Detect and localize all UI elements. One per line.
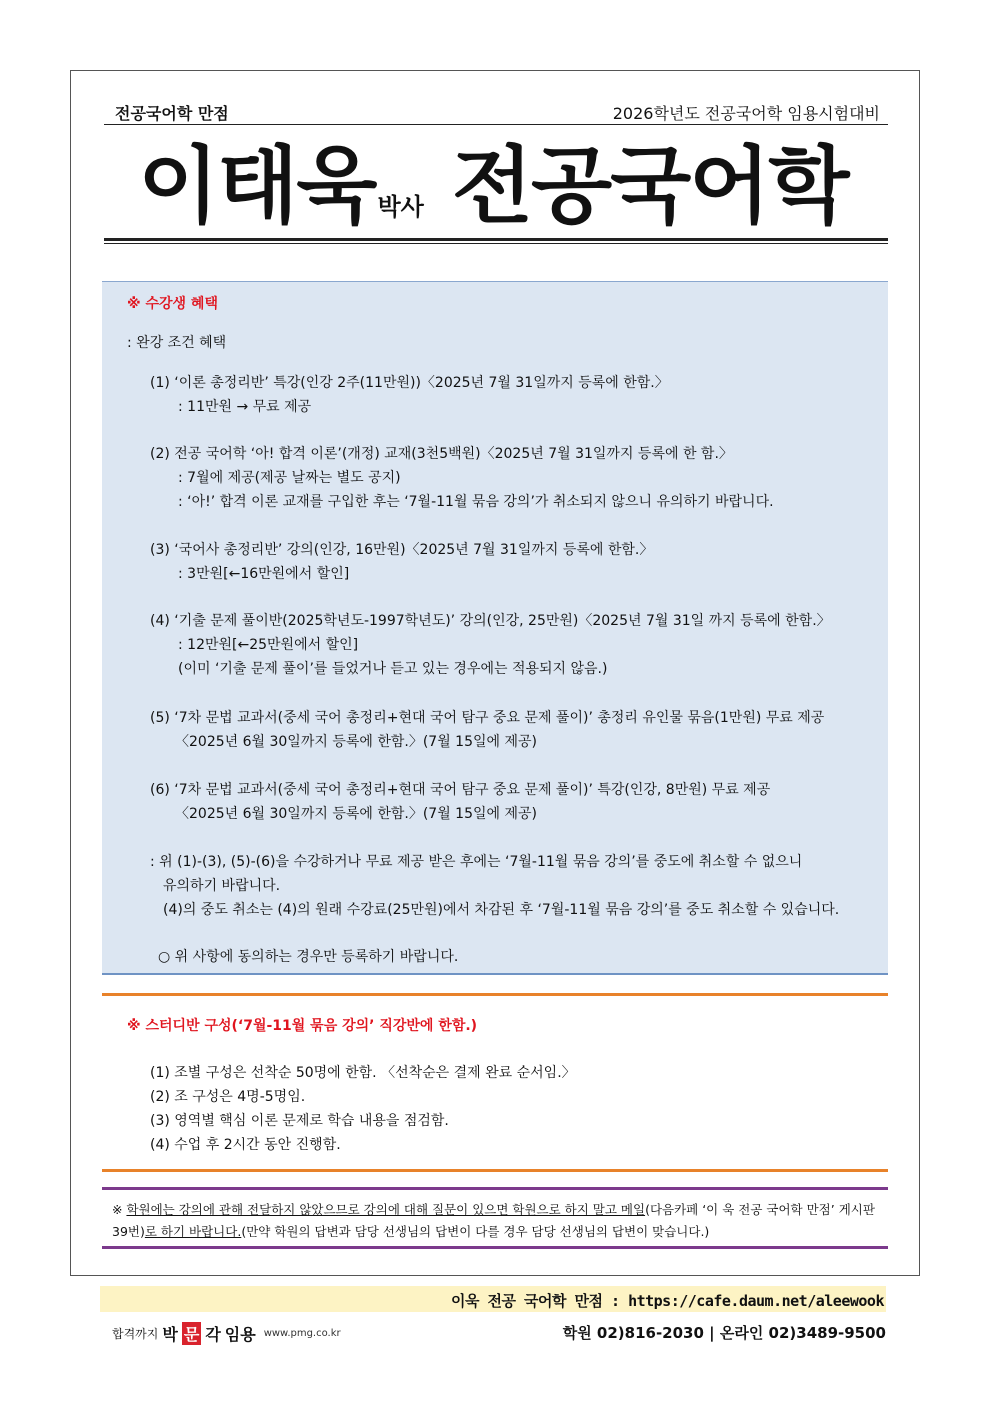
title-suffix: 박사 bbox=[377, 193, 424, 221]
benefit-6-line1: (6) ‘7차 문법 교과서(중세 국어 총정리+현대 국어 탐구 중요 문제 풀이)’ 특강(인강, 8만원) 무료 제공 bbox=[150, 782, 771, 798]
benefit-6-line2: 〈2025년 6월 30일까지 등록에 한함.〉(7월 15일에 제공) bbox=[175, 806, 538, 822]
brand-name-b: 문 bbox=[182, 1322, 201, 1345]
notice-part1: 학원에는 강의에 관해 전달하지 않았으므로 강의에 대해 질문이 있으면 학원으로 하지 말고 메일 bbox=[126, 1202, 646, 1217]
caution-line1: : 위 (1)-(3), (5)-(6)을 수강하거나 무료 제공 받은 후에는 ‘7월-11월 묶음 강의’를 중도에 취소할 수 없으니 bbox=[150, 854, 803, 870]
notice-bottom-divider bbox=[102, 1246, 888, 1249]
study-bottom-divider bbox=[102, 1169, 888, 1172]
benefit-4-line3: (이미 ‘기출 문제 풀이’를 들었거나 듣고 있는 경우에는 적용되지 않음.) bbox=[178, 661, 608, 677]
benefit-4-line1: (4) ‘기출 문제 풀이반(2025학년도-1997학년도)’ 강의(인강, 25만원)〈2025년 7월 31일 까지 등록에 한함.〉 bbox=[150, 613, 831, 629]
notice-part2: (다음카페 ‘이 욱 전공 국어학 만점’ 게시판 39번) bbox=[112, 1202, 875, 1239]
footer-phones: 학원 02)816-2030 | 온라인 02)3489-9500 bbox=[562, 1324, 886, 1342]
title-main: 전공국어학 bbox=[451, 137, 848, 235]
study-heading: ※ 스터디반 구성(‘7월-11월 묶음 강의’ 직강반에 한함.) bbox=[127, 1018, 478, 1034]
notice-part3: 로 하기 바랍니다. bbox=[144, 1224, 242, 1239]
brand-name-c: 각 bbox=[205, 1325, 221, 1344]
brand-name-d: 임용 bbox=[224, 1325, 256, 1344]
benefit-3-line2: : 3만원[←16만원에서 할인] bbox=[178, 566, 350, 582]
page-title bbox=[138, 136, 848, 236]
title-name: 이태욱 bbox=[138, 137, 376, 235]
agree-note: ○ 위 사항에 동의하는 경우만 등록하기 바랍니다. bbox=[158, 949, 459, 965]
benefit-2-line1: (2) 전공 국어학 ‘아! 합격 이론’(개정) 교재(3천5백원)〈2025년 7월 31일까지 등록에 한 함.〉 bbox=[150, 446, 733, 462]
notice-top-divider bbox=[102, 1187, 888, 1190]
study-item-2: (2) 조 구성은 4명-5명임. bbox=[150, 1089, 306, 1105]
notice-mark: ※ bbox=[112, 1202, 127, 1217]
caution-line2: 유의하기 바랍니다. bbox=[163, 878, 281, 894]
benefit-2-line3: : ‘아!’ 합격 이론 교재를 구입한 후는 ‘7월-11월 묶음 강의’가 취소되지 않으니 유의하기 바랍니다. bbox=[178, 494, 774, 510]
benefit-2-line2: : 7월에 제공(제공 날짜는 별도 공지) bbox=[178, 470, 401, 486]
brand-name-a: 박 bbox=[162, 1325, 178, 1344]
benefits-heading: ※ 수강생 혜택 bbox=[127, 296, 218, 312]
notice-part4: (만약 학원의 답변과 담당 선생님의 답변이 다를 경우 담당 선생님의 답변이 맞습니다.) bbox=[241, 1224, 710, 1239]
benefit-1-line1: (1) ‘이론 총정리반’ 특강(인강 2주(11만원))〈2025년 7월 31일까지 등록에 한함.〉 bbox=[150, 375, 669, 391]
study-top-divider bbox=[102, 993, 888, 996]
title-divider-thick bbox=[104, 238, 888, 241]
benefit-3-line1: (3) ‘국어사 총정리반’ 강의(인강, 16만원)〈2025년 7월 31일까지 등록에 한함.〉 bbox=[150, 542, 654, 558]
footer-cafe-link[interactable]: 이욱 전공 국어학 만점 : https://cafe.daum.net/aleewook bbox=[450, 1292, 884, 1310]
caution-line3: (4)의 중도 취소는 (4)의 원래 수강료(25만원)에서 차감된 후 ‘7월-11월 묶음 강의’를 중도 취소할 수 있습니다. bbox=[163, 902, 840, 918]
header-right-label: 2026학년도 전공국어학 임용시험대비 bbox=[612, 104, 880, 123]
brand-url[interactable]: www.pmg.co.kr bbox=[263, 1328, 341, 1339]
brand-logo bbox=[112, 1322, 341, 1345]
notice-text bbox=[112, 1199, 882, 1243]
benefit-1-line2: : 11만원 → 무료 제공 bbox=[178, 399, 312, 415]
header-divider bbox=[104, 124, 888, 125]
benefits-condition: : 완강 조건 혜택 bbox=[127, 335, 227, 351]
study-item-4: (4) 수업 후 2시간 동안 진행함. bbox=[150, 1137, 341, 1153]
brand-prefix: 합격까지 bbox=[112, 1327, 159, 1341]
study-item-1: (1) 조별 구성은 선착순 50명에 한함. 〈선착순은 결제 완료 순서임.〉 bbox=[150, 1065, 576, 1081]
study-item-3: (3) 영역별 핵심 이론 문제로 학습 내용을 점검함. bbox=[150, 1113, 449, 1129]
benefit-5-line2: 〈2025년 6월 30일까지 등록에 한함.〉(7월 15일에 제공) bbox=[175, 734, 538, 750]
benefit-4-line2: : 12만원[←25만원에서 할인] bbox=[178, 637, 359, 653]
benefit-5-line1: (5) ‘7차 문법 교과서(중세 국어 총정리+현대 국어 탐구 중요 문제 풀이)’ 총정리 유인물 묶음(1만원) 무료 제공 bbox=[150, 710, 825, 726]
title-divider-thin bbox=[104, 243, 888, 244]
header-left-label: 전공국어학 만점 bbox=[115, 104, 229, 123]
